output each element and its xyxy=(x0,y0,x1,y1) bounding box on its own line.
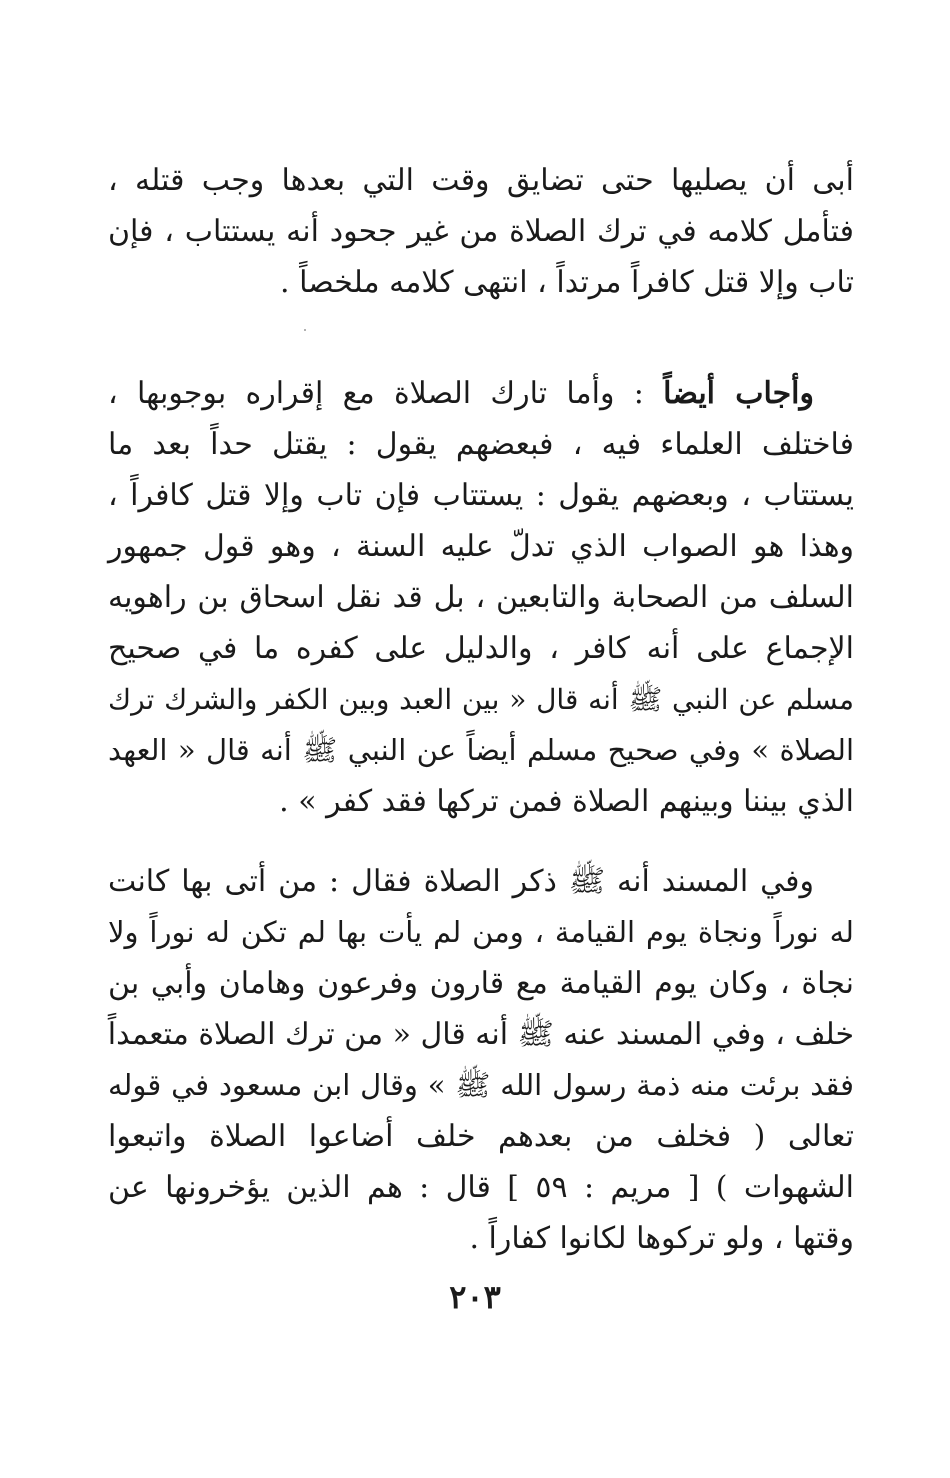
answer-heading: وأجاب أيضاً xyxy=(663,376,814,411)
scan-speck xyxy=(304,329,306,331)
page-number: ٢٠٣ xyxy=(449,1278,501,1316)
paragraph-line: تعالى ( فخلف من بعدهم خلف أضاعوا الصلاة واتبعوا xyxy=(108,1119,854,1154)
paragraph-first-line xyxy=(108,368,854,419)
paragraph-line: خلف ، وفي المسند عنه ﷺ أنه قال « من ترك الصلاة متعمداً xyxy=(107,1017,854,1052)
paragraph-line: وفي المسند أنه ﷺ ذكر الصلاة فقال : من أتى بها كانت xyxy=(108,864,814,899)
paragraph-line: يستتاب ، وبعضهم يقول : يستتاب فإن تاب وإلا قتل كافراً ، xyxy=(108,478,854,513)
paragraph-1 xyxy=(108,155,854,308)
paragraph-line: مسلم عن النبي ﷺ أنه قال « بين العبد وبين الكفر والشرك ترك xyxy=(108,683,854,716)
paragraph-line: الإجماع على أنه كافر ، والدليل على كفره ما في صحيح xyxy=(108,631,854,666)
paragraph-line: فاختلف العلماء فيه ، فبعضهم يقول : يقتل حداً بعد ما xyxy=(108,427,854,462)
paragraph-line: له نوراً ونجاة يوم القيامة ، ومن لم يأت بها لم تكن له نوراً ولا xyxy=(108,915,854,949)
paragraph-line-rest: : وأما تارك الصلاة مع إقراره بوجوبها ، xyxy=(108,376,664,411)
paragraph-line: وهذا هو الصواب الذي تدلّ عليه السنة ، وهو قول جمهور xyxy=(108,529,854,564)
paragraph-line: أبى أن يصليها حتى تضايق وقت التي بعدها وجب قتله ، xyxy=(108,163,854,198)
paragraph-line: الذي بيننا وبينهم الصلاة فمن تركها فقد كفر » . xyxy=(279,784,854,819)
paragraph-line: نجاة ، وكان يوم القيامة مع قارون وفرعون وهامان وأبي بن xyxy=(108,966,854,1001)
paragraph-2 xyxy=(108,368,854,827)
paragraph-line: الصلاة » وفي صحيح مسلم أيضاً عن النبي ﷺ أنه قال « العهد xyxy=(108,733,854,767)
paragraph-line: فتأمل كلامه في ترك الصلاة من غير جحود أنه يستتاب ، فإن xyxy=(108,214,854,249)
paragraph-line: فقد برئت منه ذمة رسول الله ﷺ » وقال ابن مسعود في قوله xyxy=(108,1068,854,1102)
paragraph-line: السلف من الصحابة والتابعين ، بل قد نقل اسحاق بن راهويه xyxy=(108,580,854,615)
paragraph-line: وقتها ، ولو تركوها لكانوا كفاراً . xyxy=(469,1221,854,1256)
paragraph-3 xyxy=(108,856,854,1264)
paragraph-line: تاب وإلا قتل كافراً مرتداً ، انتهى كلامه ملخصاً . xyxy=(280,265,854,300)
paragraph-line: الشهوات ) [ مريم : ٥٩ ] قال : هم الذين يؤخرونها عن xyxy=(108,1170,855,1205)
